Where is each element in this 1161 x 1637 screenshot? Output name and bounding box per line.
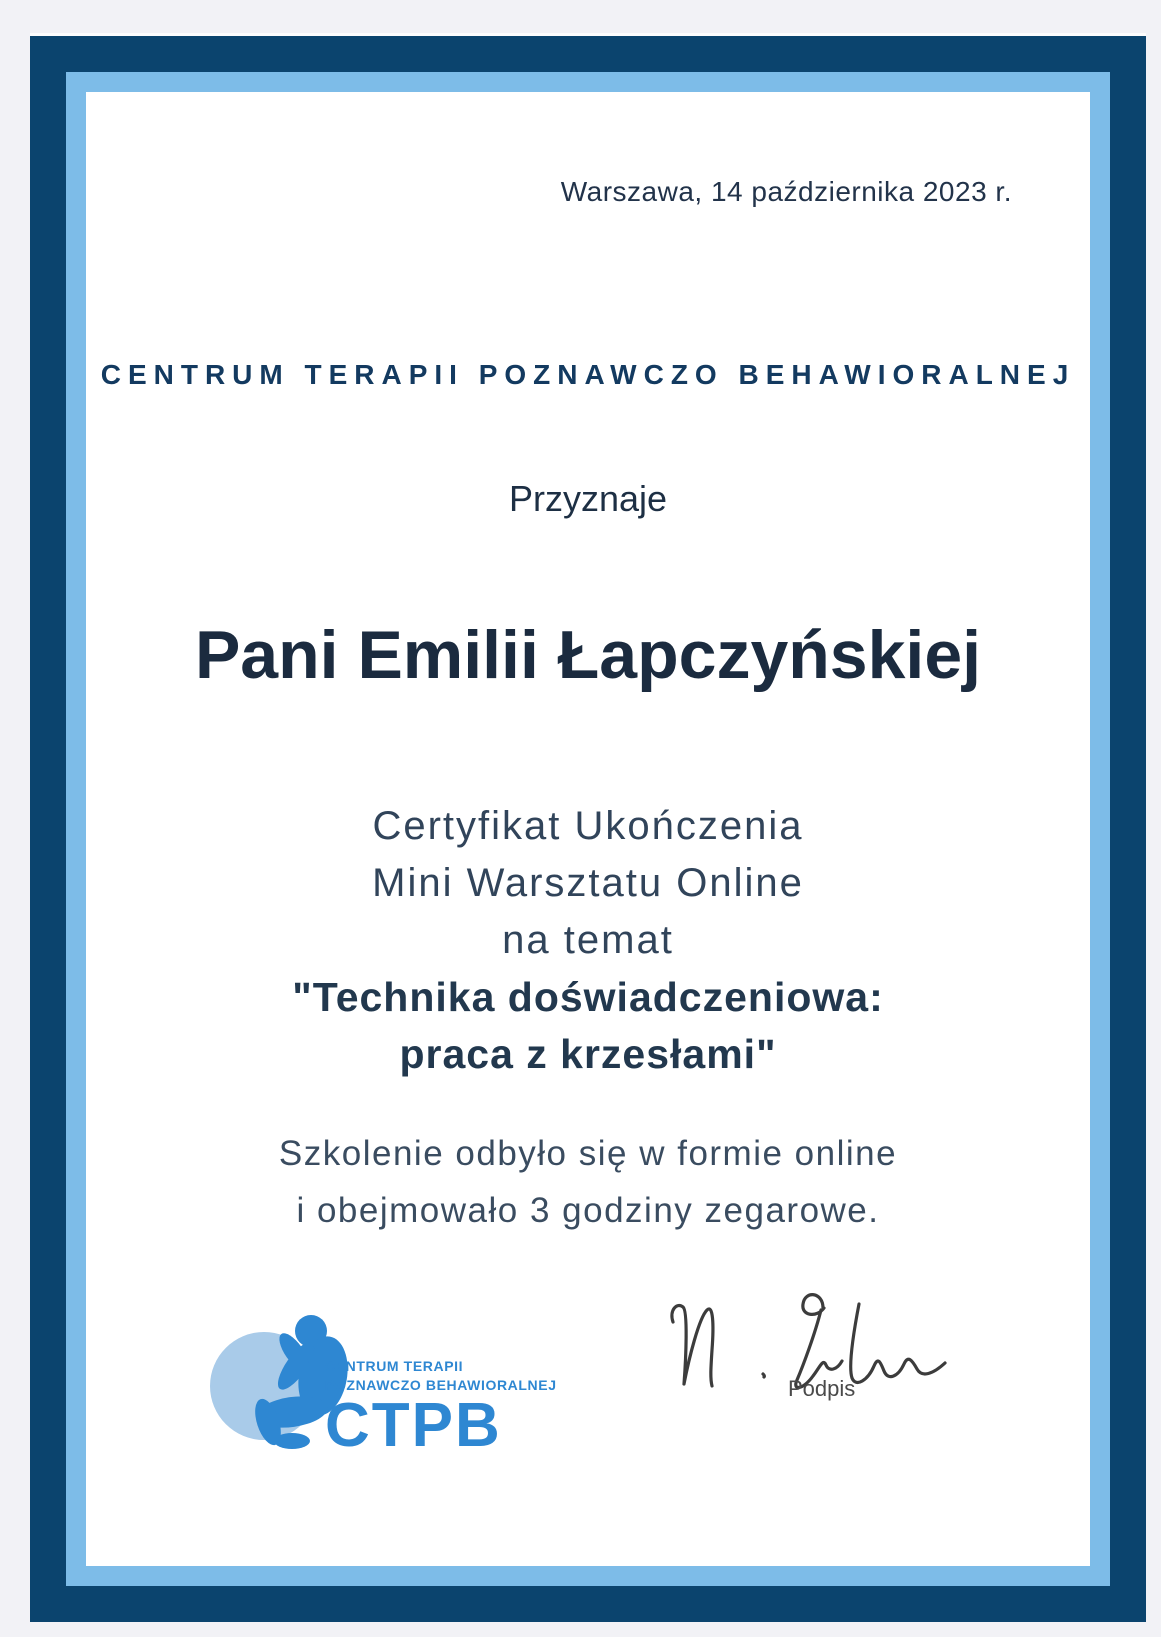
details-line: i obejmowało 3 godziny zegarowe.: [296, 1191, 880, 1230]
certificate-outer-border: [30, 33, 1146, 1622]
logo-acronym: CTPB: [325, 1391, 502, 1460]
signature-block: [646, 1280, 956, 1410]
title-line: Mini Warsztatu Online: [372, 861, 804, 905]
certificate-title-block: [86, 798, 1090, 1083]
training-details-block: [86, 1125, 1090, 1239]
topic-line: "Technika doświadczeniowa:: [292, 974, 884, 1020]
title-line: na temat: [502, 918, 674, 962]
details-line: Szkolenie odbyło się w formie online: [278, 1134, 898, 1173]
date-line: Warszawa, 14 października 2023 r.: [560, 176, 1012, 207]
logo-org-line2: POZNAWCZO BEHAWIORALNEJ: [325, 1377, 557, 1393]
certificate-photo: [30, 33, 1146, 1622]
certificate-paper: [86, 92, 1090, 1566]
topic-line: praca z krzesłami": [399, 1031, 777, 1077]
certificate-inner-border: [66, 72, 1110, 1586]
logo-text-block: [325, 1357, 635, 1460]
title-line: Certyfikat Ukończenia: [372, 804, 804, 848]
issuer-header: CENTRUM TERAPII POZNAWCZO BEHAWIORALNEJ: [100, 359, 1076, 390]
ctpb-logo: [208, 1314, 638, 1459]
recipient-name: Pani Emilii Łapczyńskiej: [194, 617, 982, 693]
grants-label: Przyznaje: [508, 478, 668, 519]
logo-org-line1: CENTRUM TERAPII: [325, 1358, 464, 1374]
signature-label: Podpis: [788, 1376, 856, 1401]
